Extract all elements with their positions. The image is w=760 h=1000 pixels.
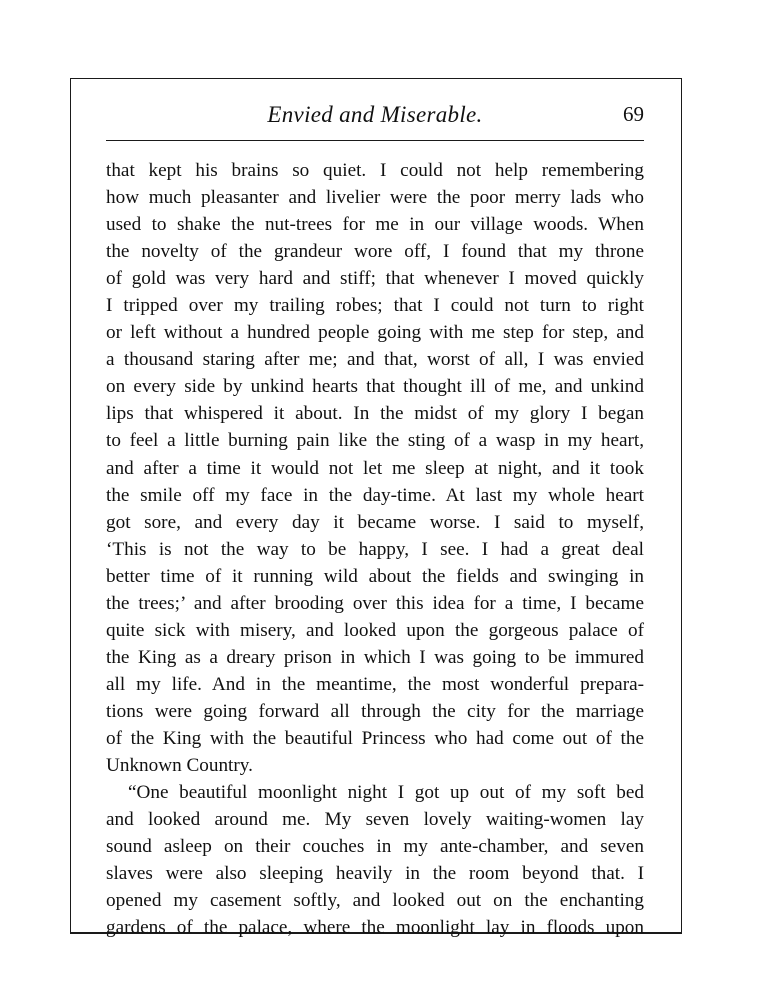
- text-line: sound asleep on their couches in my ante-chamber, and seven: [106, 836, 644, 858]
- text-line: how much pleasanter and livelier were the poor merry lads who: [106, 187, 644, 209]
- text-line: and looked around me. My seven lovely waiting-women lay: [106, 809, 644, 831]
- text-line: or left without a hundred people going with me step for step, and: [106, 322, 644, 344]
- paragraph-end-line: Unknown Country.: [106, 755, 253, 777]
- running-head: [106, 98, 644, 134]
- text-line: I tripped over my trailing robes; that I could not turn to right: [106, 295, 644, 317]
- text-line: lips that whispered it about. In the midst of my glory I began: [106, 403, 644, 425]
- text-line: of the King with the beautiful Princess who had come out of the: [106, 727, 644, 749]
- text-line: the King as a dreary prison in which I was going to be immured: [106, 646, 644, 668]
- text-line: slaves were also sleeping heavily in the room beyond that. I: [106, 863, 644, 885]
- text-line: quite sick with misery, and looked upon the gorgeous palace of: [106, 619, 644, 641]
- page-number: 69: [623, 102, 644, 126]
- text-line: all my life. And in the meantime, the most wonderful prepara-: [106, 673, 644, 695]
- text-line: of gold was very hard and stiff; that whenever I moved quickly: [106, 268, 644, 290]
- text-line: a thousand staring after me; and that, worst of all, I was envied: [106, 349, 644, 371]
- text-line: gardens of the palace, where the moonlight lay in floods upon: [106, 917, 644, 939]
- text-line: opened my casement softly, and looked out on the enchanting: [106, 890, 644, 912]
- text-line: that kept his brains so quiet. I could not help remembering: [106, 160, 644, 181]
- text-line: to feel a little burning pain like the sting of a wasp in my heart,: [106, 430, 644, 452]
- header-rule: [106, 140, 644, 141]
- text-line: on every side by unkind hearts that thought ill of me, and unkind: [106, 376, 644, 398]
- paragraph-first-line: “One beautiful moonlight night I got up out of my soft bed: [128, 782, 644, 804]
- text-line: the novelty of the grandeur wore off, I found that my throne: [106, 241, 644, 263]
- text-line: the smile off my face in the day-time. At last my whole heart: [106, 484, 644, 506]
- text-line: got sore, and every day it became worse. I said to myself,: [106, 511, 644, 533]
- running-title: Envied and Miserable.: [267, 102, 483, 127]
- text-line: tions were going forward all through the city for the marriage: [106, 700, 644, 722]
- text-line: the trees;’ and after brooding over this idea for a time, I became: [106, 592, 644, 614]
- text-line: better time of it running wild about the fields and swinging in: [106, 565, 644, 587]
- text-line: and after a time it would not let me sleep at night, and it took: [106, 457, 644, 479]
- text-line: used to shake the nut-trees for me in our village woods. When: [106, 214, 644, 236]
- text-line: ‘This is not the way to be happy, I see. I had a great deal: [106, 538, 644, 560]
- body-text: [106, 157, 644, 941]
